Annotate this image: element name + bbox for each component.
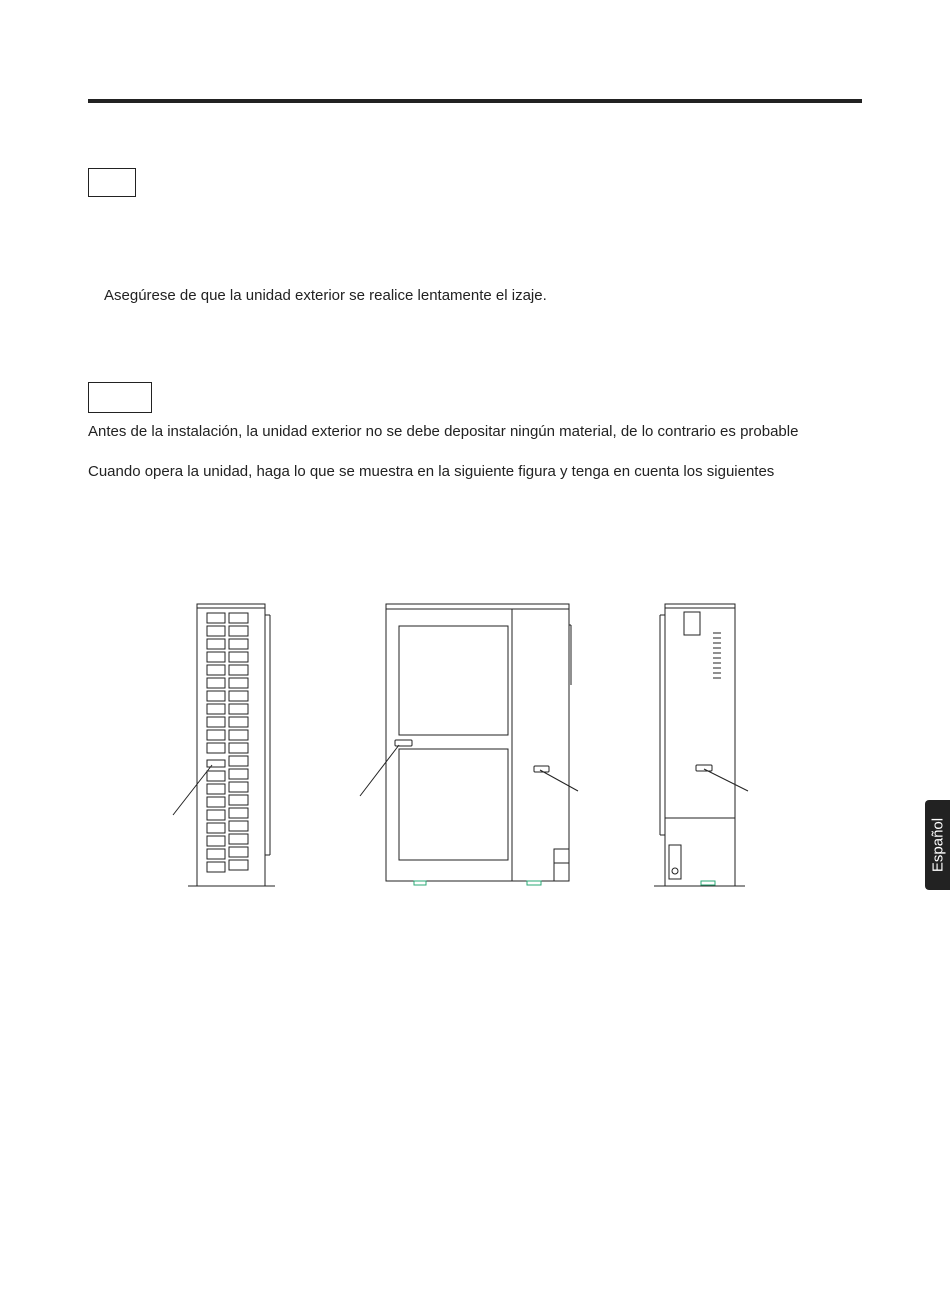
- note-label-box-2: [88, 382, 152, 413]
- language-tab: [925, 800, 950, 890]
- right-side-view: [654, 604, 748, 886]
- before-install-text: Antes de la instalación, la unidad exterior no se debe depositar ningún material, de lo contrario es probable: [88, 423, 799, 440]
- front-view: [360, 604, 578, 881]
- outdoor-unit-figure: [160, 595, 800, 895]
- note-label-box-1: [88, 168, 136, 197]
- lifting-text: Asegúrese de que la unidad exterior se realice lentamente el izaje.: [104, 287, 547, 304]
- language-label: Español: [929, 817, 946, 873]
- operating-text: Cuando opera la unidad, haga lo que se muestra en la siguiente figura y tenga en cuenta los siguientes: [88, 463, 775, 480]
- left-side-view: [173, 604, 275, 886]
- header-rule: [88, 99, 862, 103]
